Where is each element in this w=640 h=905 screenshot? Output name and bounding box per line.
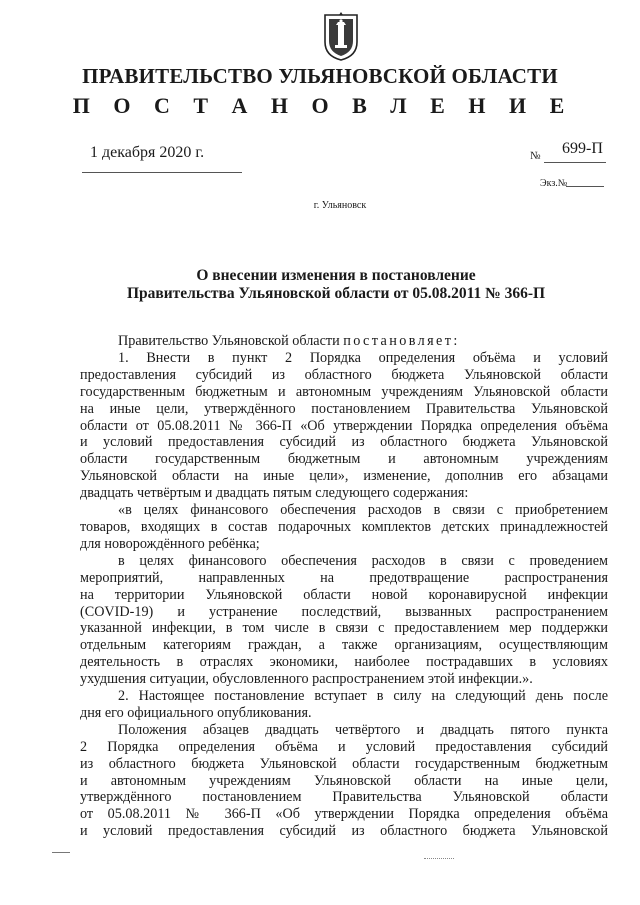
subject-line: Правительства Ульяновской области от 05.08.2011 № 366-П [126, 285, 546, 302]
body-line: мероприятий, направленных на предотвращение распространения [80, 569, 608, 586]
body-line: для новорождённого ребёнка; [80, 535, 260, 552]
body-line: Ульяновской области на иные цели», изменение, дополнив его абзацами [80, 468, 608, 485]
body-line: отдельным категориям граждан, а также организациям, осуществляющим [80, 637, 608, 654]
document-type: П О С Т А Н О В Л Е Н И Е [72, 93, 574, 118]
number-label: № [530, 150, 541, 162]
body-line: от 05.08.2011 № 366-П «Об утверждении Порядка определения объёма [80, 806, 608, 823]
body-line: в целях финансового обеспечения расходов в связи с проведением [118, 552, 608, 569]
scan-mark [424, 858, 454, 859]
body-line: государственным бюджетным и автономным учреждениям Ульяновской области [80, 383, 608, 400]
body-line: 2 Порядка определения объёма и условий предоставления субсидий [80, 738, 608, 755]
body-line: «в целях финансового обеспечения расходов в связи с приобретением [118, 502, 608, 519]
document-body [80, 333, 608, 840]
intro-text: Правительство Ульяновской области [118, 333, 344, 349]
body-line: области от 05.08.2011 № 366-П «Об утверждении Порядка определения объёма [80, 417, 608, 434]
date-underline [82, 172, 242, 173]
subject-line: О внесении изменения в постановление [196, 267, 476, 284]
document-subject [0, 267, 640, 303]
body-line: 1. Внести в пункт 2 Порядка определения объёма и условий [118, 349, 608, 366]
body-line: из областного бюджета Ульяновской области государственным бюджетным [80, 755, 608, 772]
government-name: ПРАВИТЕЛЬСТВО УЛЬЯНОВСКОЙ ОБЛАСТИ [82, 64, 558, 88]
number-underline [544, 162, 606, 163]
body-line: Положения абзацев двадцать четвёртого и двадцать пятого пункта [118, 721, 608, 738]
document-number: 699-П [562, 140, 603, 157]
body-line: и условий предоставления субсидий из областного бюджета Ульяновской [80, 434, 608, 451]
scan-mark [52, 852, 70, 853]
body-line: на иные цели, утверждённого постановлением Правительства Ульяновской [80, 400, 608, 417]
body-line: двадцать четвёртым и двадцать пятым следующего содержания: [80, 485, 469, 502]
body-line: на территории Ульяновской области новой коронавирусной инфекции [80, 586, 608, 603]
body-line: (COVID-19) и устранение последствий, вызванных распространением [80, 603, 608, 620]
intro-keyword: постановляет: [343, 333, 460, 349]
body-line: утверждённого постановлением Правительства Ульяновской области [80, 789, 608, 806]
copy-number-underline [566, 186, 604, 187]
body-line: дня его официального опубликования. [80, 704, 312, 721]
body-line: и автономным учреждениям Ульяновской области на иные цели, [80, 772, 608, 789]
city: г. Ульяновск [313, 200, 367, 211]
body-line: и условий предоставления субсидий из областного бюджета Ульяновской [80, 823, 608, 840]
body-line: предоставления субсидий из областного бюджета Ульяновской области [80, 366, 608, 383]
body-line: ухудшения ситуации, обусловленного распространением этой инфекции.». [80, 671, 533, 688]
body-line: указанной инфекции, в том числе в связи с предоставлением мер поддержки [80, 620, 608, 637]
body-line: области государственным бюджетным и автономным учреждениям [80, 451, 608, 468]
intro-line [80, 333, 608, 350]
body-line: 2. Настоящее постановление вступает в силу на следующий день после [118, 688, 608, 705]
coat-of-arms-icon [322, 12, 360, 62]
body-line: деятельность в отраслях экономики, наиболее пострадавших в условиях [80, 654, 608, 671]
document-date: 1 декабря 2020 г. [90, 144, 205, 161]
copy-number-label: Экз.№ [540, 178, 568, 189]
body-line: товаров, входящих в состав подарочных комплектов детских принадлежностей [80, 518, 608, 535]
